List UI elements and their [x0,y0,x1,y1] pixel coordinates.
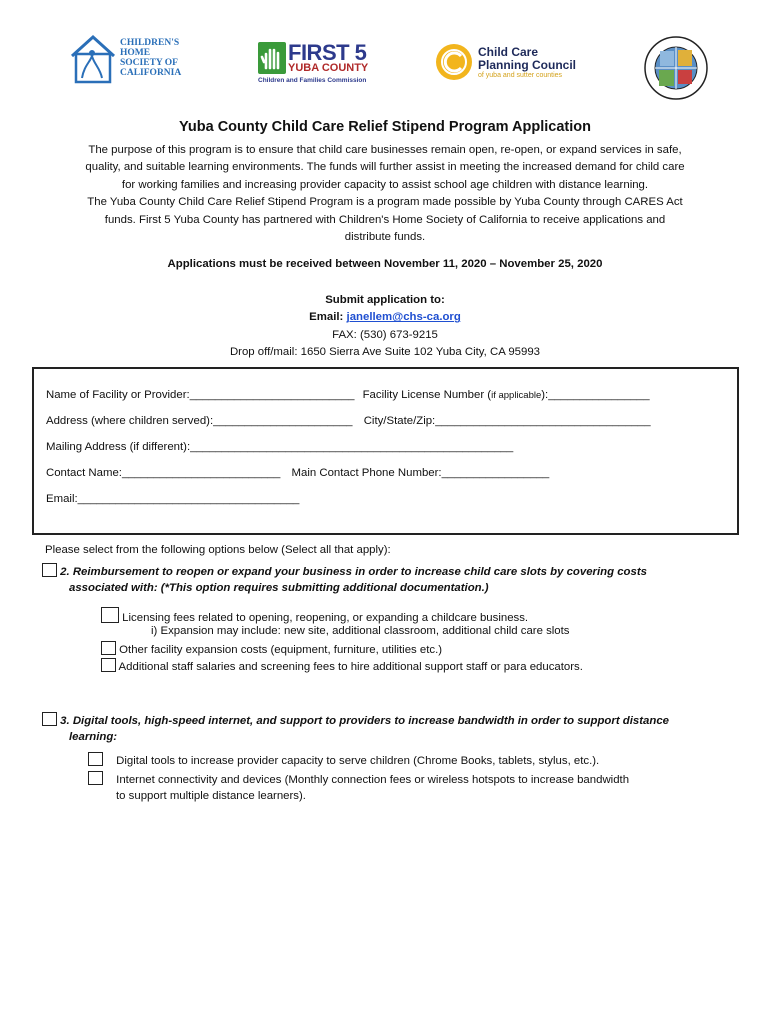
staff-salaries-checkbox[interactable] [101,658,116,672]
first5-tagline: Children and Families Commission [258,77,367,84]
house-icon [70,34,116,84]
option-2-item-2: Other facility expansion costs (equipment, furniture, utilities etc.) [101,641,442,656]
license-number-field[interactable]: Facility License Number (if applicable):________________ [362,389,650,401]
option-2-item-1: Licensing fees related to opening, reopening, or expanding a childcare business. [101,607,528,624]
option-2-label: 2. Reimbursement to reopen or expand your business in order to increase child care slots by covering costs [60,566,647,578]
email-link[interactable]: janellem@chs-ca.org [346,311,461,324]
hand-icon [258,42,286,74]
first5-logo [256,42,378,88]
logo-bar [0,34,770,104]
applicant-info-box [32,367,739,535]
option-3-row [42,712,669,727]
first5-subtitle: YUBA COUNTY [288,62,369,74]
chs-logo [70,34,195,90]
internet-connectivity-checkbox[interactable] [88,771,103,785]
facility-name-field[interactable]: Name of Facility or Provider:__________________________ [46,389,355,401]
email-field[interactable]: Email:___________________________________ [46,493,300,505]
seal-icon [644,36,708,100]
expansion-subnote: i) Expansion may include: new site, additional classroom, additional child care slots [151,625,570,637]
option-3-label: 3. Digital tools, high-speed internet, and support to providers to increase bandwidth in order to support distance [60,715,669,727]
address-field[interactable]: Address (where children served):______________________ [46,415,353,427]
first5-title: FIRST 5 [288,40,367,65]
purpose-paragraph: The purpose of this program is to ensure that child care businesses remain open, re-open, or expand services in safe, quality, and suitable learning environments. The funds will further assist in meeting the increased demand for child care for working families and increasing provider capacity to assist school age children with distance learning. The Yuba County Child Care Relief Stipend Program is a program made possible by Yuba County through CARES Act funds. First 5 Yuba County has partnered with Children's Home Society of California to receive applications and distribute funds. [85,144,685,244]
mailing-address-field[interactable]: Mailing Address (if different):___________________________________________________ [46,441,514,453]
address-row [46,415,651,427]
option-2-row [42,563,647,578]
options-intro: Please select from the following options below (Select all that apply): [45,544,391,556]
city-state-zip-field[interactable]: City/State/Zip:__________________________________ [363,415,651,427]
contact-name-field[interactable]: Contact Name:_________________________ [46,467,281,479]
contact-row [46,467,549,479]
county-seal [644,36,708,105]
facility-expansion-checkbox[interactable] [101,641,116,655]
ccpc-title: Child Care Planning Council [478,45,576,72]
licensing-fees-checkbox[interactable] [101,607,119,623]
dropoff-address: Drop off/mail: 1650 Sierra Ave Suite 102 Yuba City, CA 95993 [229,346,541,359]
option-3-item-2: Internet connectivity and devices (Monthly connection fees or wireless hotspots to increase bandwidth [88,771,629,786]
submit-info: Submit application to: Email: janellem@chs-ca.org FAX: (530) 673-9215 Drop off/mail: 1650 Sierra Ave Suite 102 Yuba City, CA 95993 [0,292,770,362]
facility-row [46,389,650,401]
fax-number: FAX: (530) 673-9215 [332,328,438,341]
option-3-checkbox[interactable] [42,712,57,726]
option-2-item-3: Additional staff salaries and screening fees to hire additional support staff or para educators. [101,658,583,673]
submit-heading: Submit application to: [325,294,445,306]
deadline-text: Applications must be received between November 11, 2020 – November 25, 2020 [167,258,603,270]
option-2-label-cont: associated with: (*This option requires submitting additional documentation.) [69,582,489,594]
digital-tools-checkbox[interactable] [88,752,103,766]
option-3-label-cont: learning: [69,731,118,743]
option-3-item-1: Digital tools to increase provider capacity to serve children (Chrome Books, tablets, stylus, etc.). [88,752,599,767]
ccpc-circle-icon [434,42,474,82]
phone-field[interactable]: Main Contact Phone Number:_________________ [291,467,550,479]
chs-logo-text: CHILDREN'S HOME SOCIETY OF CALIFORNIA [120,38,182,78]
ccpc-tagline: of yuba and sutter counties [478,72,563,79]
ccpc-logo [434,42,584,88]
option-3-item-2-cont: to support multiple distance learners). [116,790,306,802]
option-2-checkbox[interactable] [42,563,57,577]
page-title: Yuba County Child Care Relief Stipend Program Application [179,119,591,135]
